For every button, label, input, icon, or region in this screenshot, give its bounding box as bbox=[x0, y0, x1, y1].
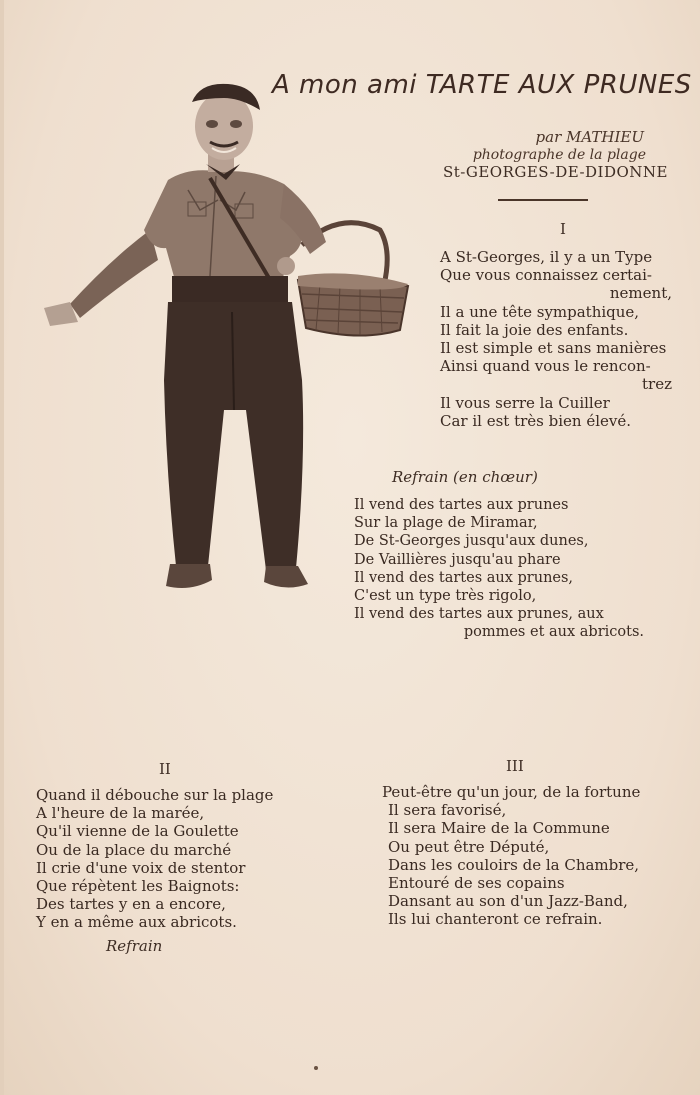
verse-line: Y en a même aux abricots. bbox=[36, 913, 237, 932]
verse-line: Il fait la joie des enfants. bbox=[440, 320, 629, 339]
verse-line: Il sera favorisé, bbox=[388, 801, 507, 820]
verse-line: Dansant au son d'un Jazz-Band, bbox=[388, 892, 628, 911]
refrain-title: Refrain (en chœur) bbox=[392, 468, 538, 486]
verse-line: Des tartes y en a encore, bbox=[36, 895, 226, 914]
verse-line: Il vous serre la Cuiller bbox=[440, 393, 610, 412]
divider-rule bbox=[498, 199, 588, 201]
verse-line: A l'heure de la marée, bbox=[36, 804, 205, 823]
song-title: A mon ami TARTE AUX PRUNES bbox=[272, 70, 692, 100]
verse-line: Que vous connaissez certai- bbox=[440, 266, 652, 285]
refrain bbox=[354, 496, 644, 642]
verse-2 bbox=[36, 786, 273, 932]
byline bbox=[473, 128, 644, 164]
basket-rim bbox=[298, 273, 408, 289]
refrain-line: pommes et aux abricots. bbox=[463, 624, 644, 641]
refrain-line: De Vaillières jusqu'au phare bbox=[354, 551, 561, 568]
print-dot bbox=[314, 1066, 318, 1070]
refrain-cue: Refrain bbox=[106, 937, 163, 955]
face bbox=[195, 92, 253, 160]
verse-line: Il est simple et sans manières bbox=[440, 339, 667, 358]
verse-1-numeral: I bbox=[560, 220, 566, 238]
refrain-line: De St-Georges jusqu'aux dunes, bbox=[354, 533, 589, 550]
byline-place: St-GEORGES-DE-DIDONNE bbox=[442, 163, 668, 181]
right-shoe bbox=[264, 566, 308, 588]
refrain-line: Il vend des tartes aux prunes, aux bbox=[354, 606, 604, 623]
refrain-line: Sur la plage de Miramar, bbox=[354, 515, 538, 532]
byline-author: par MATHIEU bbox=[535, 128, 644, 146]
verse-line: Peut-être qu'un jour, de la fortune bbox=[382, 783, 641, 801]
verse-line: Dans les couloirs de la Chambre, bbox=[388, 855, 640, 874]
byline-role: photographe de la plage bbox=[472, 147, 646, 163]
verse-line: Ils lui chanteront ce refrain. bbox=[388, 910, 603, 929]
left-shoe bbox=[166, 564, 212, 588]
refrain-line: Il vend des tartes aux prunes, bbox=[354, 569, 574, 586]
verse-1 bbox=[440, 248, 672, 430]
verse-line: Que répètent les Baignots: bbox=[36, 877, 240, 896]
verse-line: A St-Georges, il y a un Type bbox=[440, 248, 653, 266]
verse-line: Il sera Maire de la Commune bbox=[388, 819, 610, 838]
verse-line: Qu'il vienne de la Goulette bbox=[36, 822, 239, 841]
verse-line: Ainsi quand vous le rencon- bbox=[440, 357, 651, 376]
verse-2-numeral: II bbox=[159, 760, 171, 778]
verse-line: Ou de la place du marché bbox=[36, 840, 232, 859]
verse-line: Entouré de ses copains bbox=[388, 874, 565, 893]
verse-line: trez bbox=[642, 375, 672, 394]
verse-line: Ou peut être Député, bbox=[388, 837, 550, 856]
verse-3-numeral: III bbox=[506, 757, 524, 775]
verse-line: Il crie d'une voix de stentor bbox=[36, 858, 246, 877]
refrain-line: Il vend des tartes aux prunes bbox=[354, 497, 569, 513]
verse-line: Quand il débouche sur la plage bbox=[36, 786, 274, 804]
refrain-line: C'est un type très rigolo, bbox=[354, 588, 537, 605]
outstretched-arm bbox=[70, 230, 158, 318]
verse-line: Il a une tête sympathique, bbox=[440, 302, 640, 321]
verse-3 bbox=[382, 783, 640, 929]
verse-line: Car il est très bien élevé. bbox=[440, 411, 632, 430]
verse-line: nement, bbox=[609, 284, 672, 303]
hand bbox=[277, 257, 295, 275]
belt bbox=[172, 276, 288, 304]
